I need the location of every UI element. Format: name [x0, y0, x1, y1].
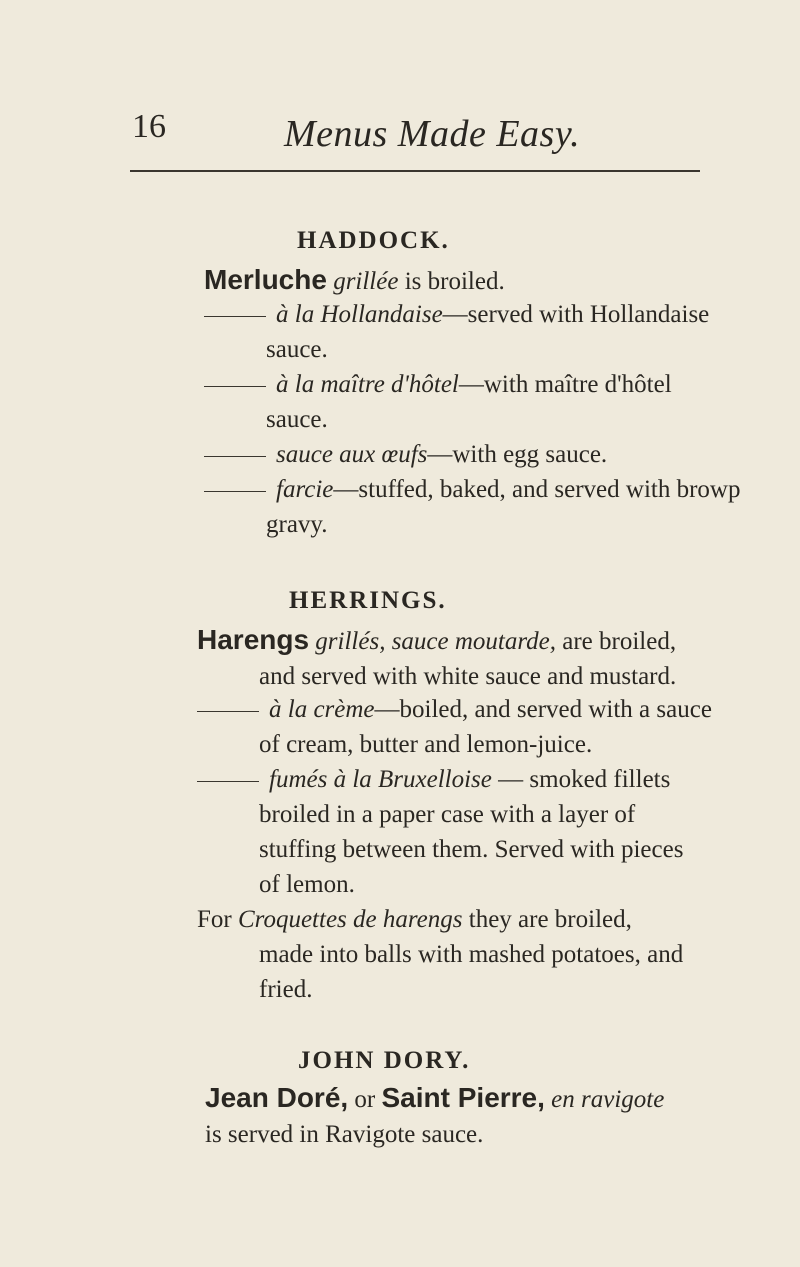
ditto-dash — [197, 781, 259, 782]
dish-name: Harengs — [197, 624, 310, 655]
entry-hollandaise: à la Hollandaise—served with Hollandaise sauce. — [204, 297, 724, 367]
ditto-dash — [204, 456, 266, 457]
section-title-herrings: HERRINGS. — [289, 587, 447, 614]
ditto-dash — [204, 316, 266, 317]
page-header — [0, 108, 800, 168]
entry-merluche: Merluche grillée is broiled. — [204, 264, 505, 295]
dish-name: Merluche — [204, 264, 327, 295]
ditto-dash — [204, 386, 266, 387]
entry-creme: à la crème—boiled, and served with a sauce of cream, butter and lemon-juice. — [197, 692, 757, 762]
dish-name-alt: Saint Pierre, — [381, 1082, 545, 1113]
entry-croquettes: For Croquettes de harengs they are broiled, made into balls with mashed potatoes, and fried. — [197, 906, 684, 1003]
entry-maitre-dhotel: à la maître d'hôtel—with maître d'hôtel sauce. — [204, 367, 724, 437]
running-title: Menus Made Easy. — [284, 113, 581, 155]
dish-name: Jean Doré, — [205, 1082, 349, 1113]
ditto-dash — [197, 711, 259, 712]
section-title-john-dory: JOHN DORY. — [298, 1047, 471, 1074]
header-rule — [130, 170, 700, 172]
section-title-haddock: HADDOCK. — [297, 227, 450, 254]
entry-jean-dore: Jean Doré, or Saint Pierre, en ravigote is served in Ravigote sauce. — [205, 1082, 665, 1148]
entry-oeufs: sauce aux œufs—with egg sauce. — [204, 437, 724, 472]
entry-harengs: Harengs grillés, sauce moutarde, are broiled, and served with white sauce and mustard. — [197, 624, 677, 690]
page-number: 16 — [132, 108, 166, 145]
entry-farcie: farcie—stuffed, baked, and served with browp gravy. — [204, 472, 744, 542]
entry-bruxelloise: fumés à la Bruxelloise — smoked fillets broiled in a paper case with a layer of stuffing between them. Served with pieces of lemon. — [197, 762, 757, 902]
ditto-dash — [204, 491, 266, 492]
